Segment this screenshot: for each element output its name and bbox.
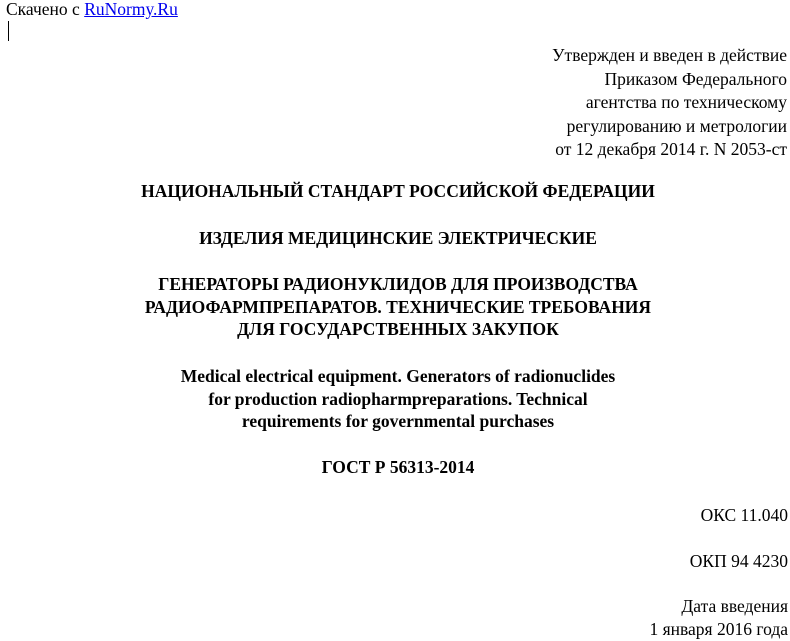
russian-title-line: ГЕНЕРАТОРЫ РАДИОНУКЛИДОВ ДЛЯ ПРОИЗВОДСТВА xyxy=(158,274,638,294)
introduction-date-value: 1 января 2016 года xyxy=(649,619,788,639)
standard-heading xyxy=(0,180,790,203)
russian-title xyxy=(0,273,790,341)
gost-number-text: ГОСТ Р 56313-2014 xyxy=(321,457,475,477)
approval-line: Приказом Федерального xyxy=(604,68,787,89)
introduction-date-label: Дата введения xyxy=(681,596,788,616)
runormy-link[interactable]: RuNormy.Ru xyxy=(84,0,178,19)
english-title-line: requirements for governmental purchases xyxy=(241,411,555,431)
source-line xyxy=(6,0,178,20)
downloaded-prefix: Скачено с xyxy=(6,0,80,19)
english-title-line: for production radiopharmpreparations. Technical xyxy=(208,388,588,409)
english-title xyxy=(0,365,790,433)
approval-line: регулированию и метрологии xyxy=(566,115,787,136)
text-caret xyxy=(8,21,9,41)
gost-number xyxy=(0,456,790,479)
approval-line: Утвержден и введен в действие xyxy=(552,45,787,65)
standard-heading-text: НАЦИОНАЛЬНЫЙ СТАНДАРТ РОССИЙСКОЙ ФЕДЕРАЦИИ xyxy=(141,181,655,201)
approval-line: агентства по техническому xyxy=(585,92,787,112)
oks-code: ОКС 11.040 xyxy=(700,505,788,525)
russian-title-line: РАДИОФАРМПРЕПАРАТОВ. ТЕХНИЧЕСКИЕ ТРЕБОВАНИЯ xyxy=(144,296,652,317)
russian-title-line: ДЛЯ ГОСУДАРСТВЕННЫХ ЗАКУПОК xyxy=(237,319,559,339)
approval-block xyxy=(552,44,787,162)
products-heading-text: ИЗДЕЛИЯ МЕДИЦИНСКИЕ ЭЛЕКТРИЧЕСКИЕ xyxy=(199,228,597,248)
english-title-line: Medical electrical equipment. Generators of radionuclides xyxy=(180,366,616,386)
introduction-date-block xyxy=(649,595,788,641)
products-heading xyxy=(0,227,790,250)
approval-line: от 12 декабря 2014 г. N 2053-ст xyxy=(555,139,787,159)
okp-code: ОКП 94 4230 xyxy=(689,551,788,571)
